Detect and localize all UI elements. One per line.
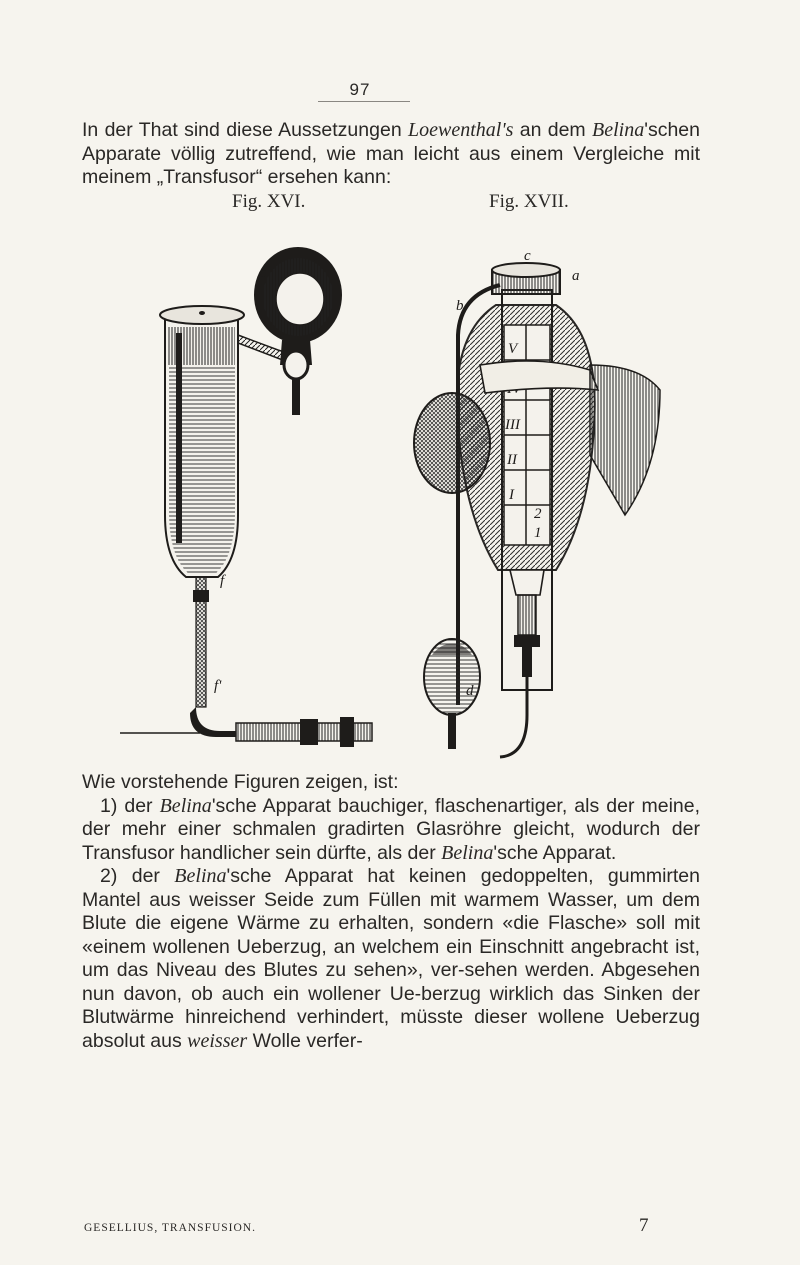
fig-17-scale-1: 1 <box>534 525 542 541</box>
intro-author-belina: Belina <box>592 119 645 141</box>
intro-text-1: In der That sind diese Aussetzungen <box>82 119 408 141</box>
figures-illustration <box>120 215 680 765</box>
fig-17-mesh-bulb <box>414 393 490 493</box>
p1-text-2: 'sche Apparat. <box>493 841 617 864</box>
p1-author-2: Belina <box>441 841 494 864</box>
p1-number: 1) der <box>100 794 160 817</box>
p1-author-1: Belina <box>159 794 212 817</box>
body-text <box>82 771 700 1053</box>
fig-17-label-c: c <box>524 248 531 264</box>
signature-text: GESELLIUS, TRANSFUSION. <box>84 1222 256 1234</box>
fig-17-scale-II: II <box>507 452 517 468</box>
fig-16-clamp <box>193 590 209 602</box>
fig-17-label-d: d <box>466 683 474 699</box>
fig-17-scale-I: I <box>509 487 514 503</box>
signature-mark: 7 <box>639 1215 649 1236</box>
p2-author-1: Belina <box>174 865 227 887</box>
fig-17-label-a: a <box>572 268 580 284</box>
fig-17-label-b: b <box>456 298 464 314</box>
fig-17-scale-V: V <box>508 341 518 357</box>
page-number: 97 <box>349 80 371 99</box>
fig-16-label-f: f <box>220 573 225 589</box>
fig-16-label-c: c <box>260 265 267 281</box>
fig-16-inner-tube <box>176 333 182 543</box>
body-lead: Wie vorstehende Figuren zeigen, ist: <box>82 771 399 793</box>
fig-16-drawing <box>120 247 372 747</box>
figures-svg <box>120 215 680 765</box>
header-rule <box>318 101 410 102</box>
p2-emphasis-weisser: weisser <box>187 1029 248 1052</box>
fig-16-valve <box>284 351 308 379</box>
p2-text-1: 'sche Apparat hat keinen gedoppelten, gummirten Mantel aus weisser Seide zum Füllen mit warmem Wasser, um dem Blute die eigene Wärme zu erhalten, sondern «die Flasche» soll mit «einem wollenen Ueberzug, an welchem ein Einschnitt angebracht ist, um das Niveau des Blutes zu sehen», ver-sehen werden. Abgesehen nun davon, ob auch ein wollener Ue-berzug wirklich das Sinken der Blutwärme hinreichend verhindert, müsste dieser wollene Ueberzug absolut aus <box>82 865 701 1052</box>
fig-16-label-f2: f' <box>214 678 222 694</box>
footer-signature <box>84 1215 704 1236</box>
fig-17-caption: Fig. XVII. <box>489 191 569 212</box>
fig-17-scale-III: III <box>505 417 520 433</box>
p2-number: 2) der <box>100 865 175 887</box>
intro-text-2: an dem <box>513 119 593 141</box>
p1-text-1: 'sche Apparat bauchiger, flaschenartiger, als der meine, der mehr einer schmalen gradirten Glasröhre gleicht, wodurch der Transfusor handlicher sein dürfte, als der <box>82 794 701 864</box>
fig-16-caption: Fig. XVI. <box>232 191 306 212</box>
intro-text-3: 'schen Apparate völlig zutreffend, wie man leicht aus einem Vergleiche mit meinem „Transfusor“ ersehen kann: <box>82 119 700 188</box>
body-paragraph-2 <box>82 865 700 1053</box>
fig-17-drawing <box>414 248 660 757</box>
body-paragraph-1 <box>82 795 700 866</box>
fig-17-scale-2: 2 <box>534 506 542 522</box>
intro-author-loewenthal: Loewenthal's <box>408 119 514 141</box>
intro-paragraph <box>82 119 700 190</box>
p2-text-2: Wolle verfer- <box>247 1029 363 1052</box>
